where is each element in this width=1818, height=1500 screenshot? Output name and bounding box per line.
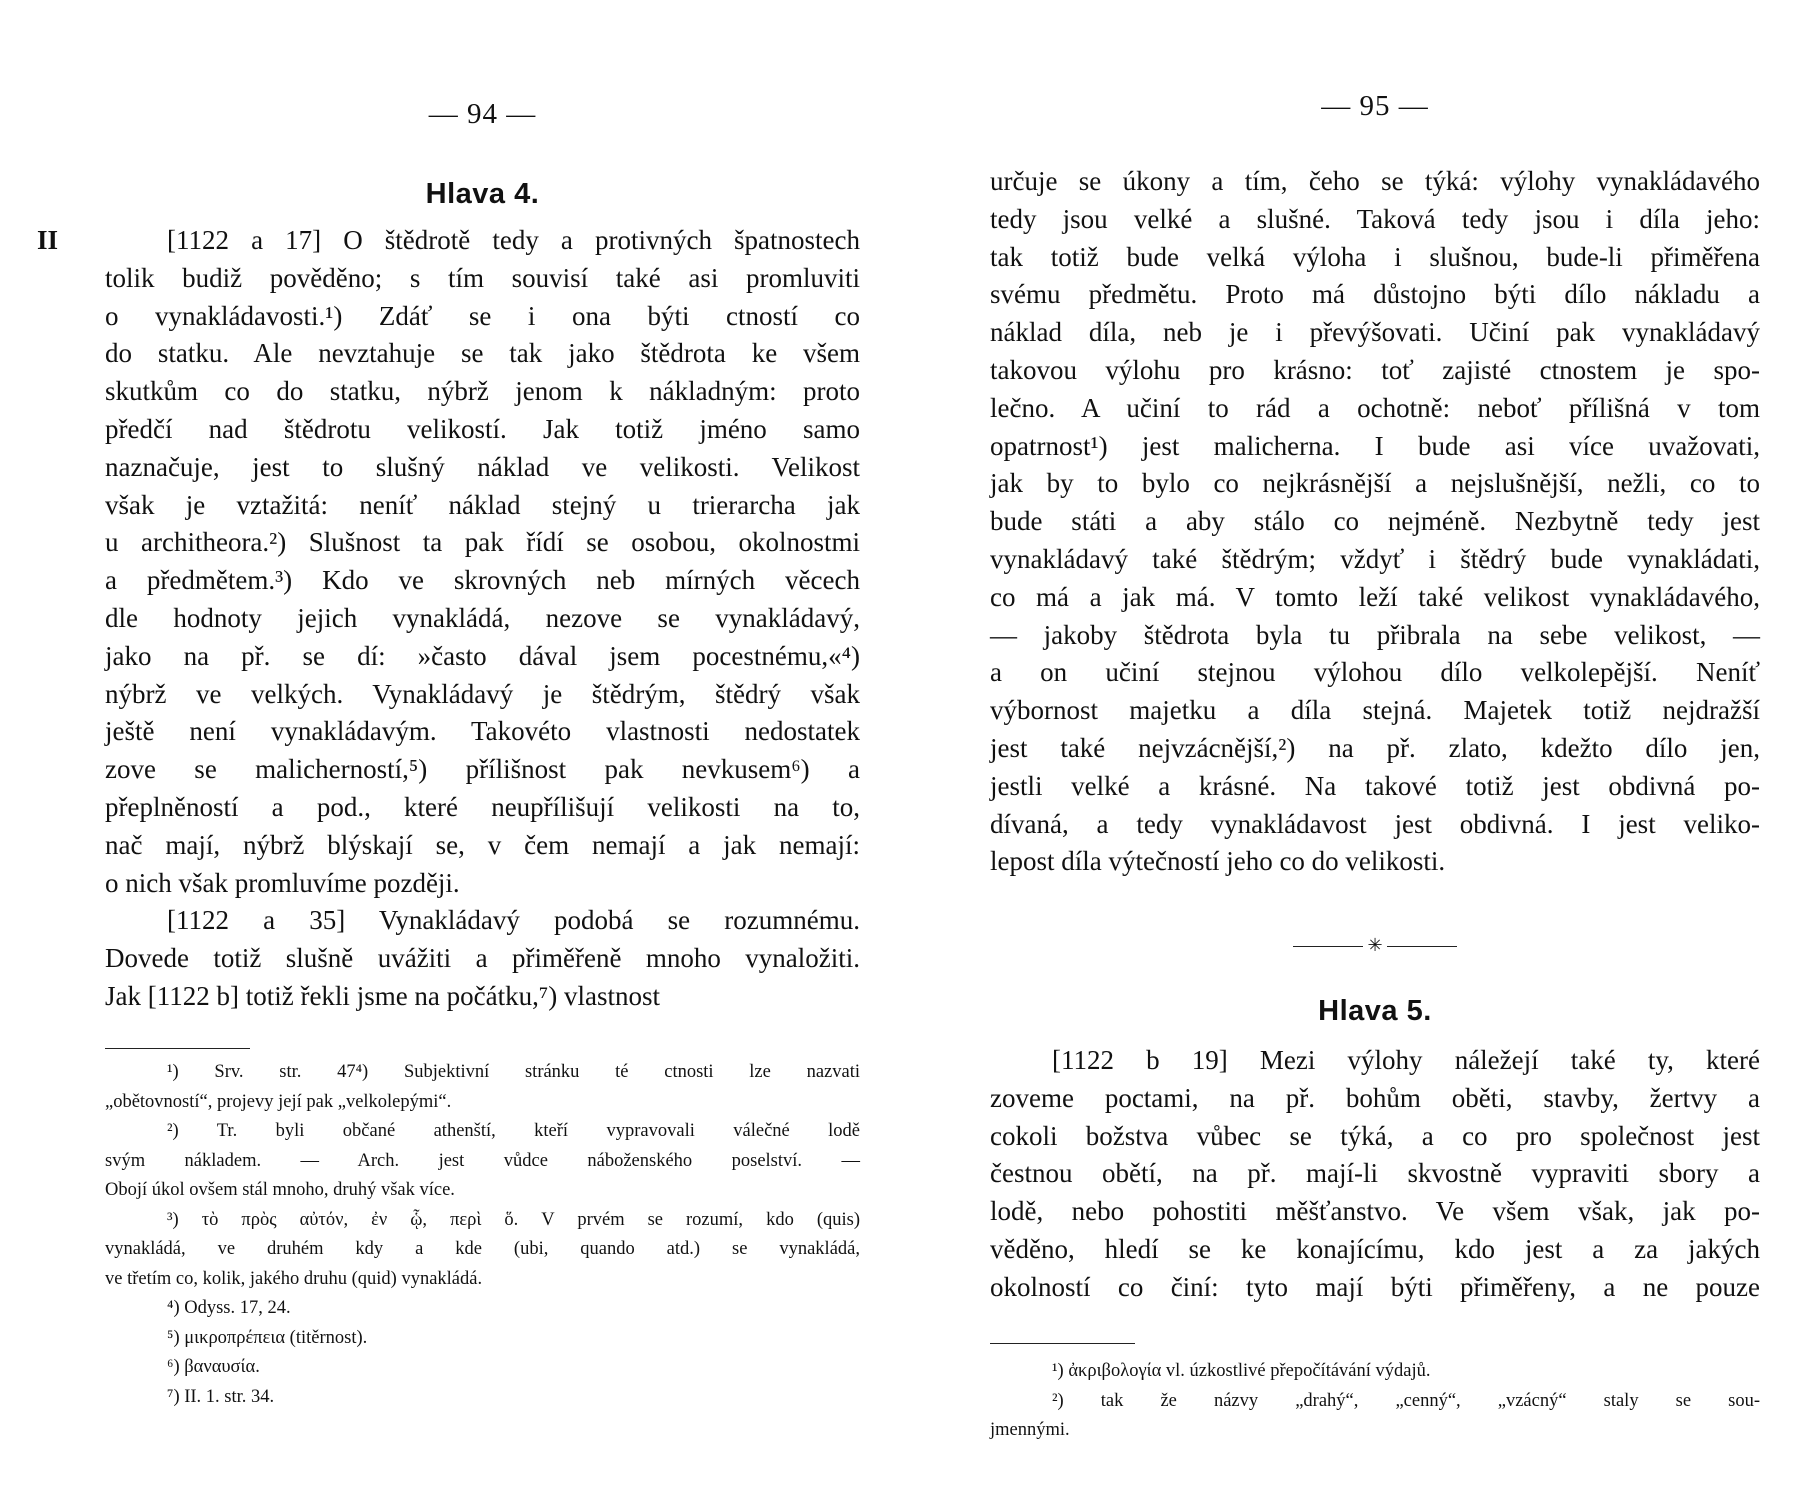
text-line: okolností co činí: tyto mají býti přiměřeny, a ne pouze bbox=[990, 1271, 1760, 1302]
section-separator bbox=[1290, 935, 1460, 955]
text-line: ještě není vynakládavým. Takovéto vlastnosti nedostatek bbox=[105, 716, 860, 747]
text-line: tolik budiž pověděno; s tím souvisí také asi promluviti bbox=[105, 262, 860, 293]
text-line: výbornost majetku a díla stejná. Majetek totiž nejdražší bbox=[990, 695, 1760, 726]
text-line: zoveme poctami, na př. bohům oběti, stavby, žertvy a bbox=[990, 1082, 1760, 1113]
right-body-text bbox=[990, 163, 1760, 881]
text-line: čestnou obětí, na př. mají-li skvostně vypraviti sbory a bbox=[990, 1158, 1760, 1189]
footnote-line: „obětovností“, projevy její pak „velkolepými“. bbox=[105, 1091, 452, 1112]
text-line: vynakládavý také štědrým; vždyť i štědrý bude vynakládati, bbox=[990, 543, 1760, 574]
text-line: přeplněností a pod., které neupřílišují velikosti na to, bbox=[105, 791, 860, 822]
left-page bbox=[37, 0, 860, 1500]
footnote bbox=[990, 1387, 1760, 1446]
text-line: [1122 a 17] O štědrotě tedy a protivných špatnostech bbox=[167, 225, 860, 255]
text-line: tak totiž bude velká výloha i slušnou, bude-li přiměřena bbox=[990, 241, 1760, 272]
text-line: jest také nejvzácnější,²) na př. zlato, kdežto dílo jen, bbox=[990, 732, 1760, 763]
left-footnotes bbox=[105, 1058, 860, 1412]
footnote-rule-left bbox=[105, 1048, 250, 1049]
footnote bbox=[105, 1353, 860, 1383]
text-line: o nich však promluvíme později. bbox=[105, 867, 460, 898]
footnote bbox=[105, 1383, 860, 1413]
text-line: tedy jsou velké a slušné. Taková tedy jsou i díla jeho: bbox=[990, 203, 1760, 234]
text-line: předčí nad štědrotu velikostí. Jak totiž jméno samo bbox=[105, 413, 860, 444]
text-line: jako na př. se dí: »často dával jsem pocestnému,«⁴) bbox=[105, 640, 860, 671]
footnote-line: jmennými. bbox=[990, 1420, 1070, 1440]
separator-dash-left bbox=[1293, 946, 1363, 947]
left-body-text bbox=[105, 222, 860, 1016]
text-line: lepost díla výtečností jeho co do velikosti. bbox=[990, 846, 1446, 877]
footnote-line: vynakládá, ve druhém kdy a kde (ubi, quando atd.) se vynakládá, bbox=[105, 1239, 860, 1259]
text-line: co má a jak má. V tomto leží také velikost vynakládavého, bbox=[990, 581, 1760, 612]
footnote-line: ²) Tr. byli občané athenští, kteří vypravovali válečné lodě bbox=[167, 1121, 860, 1141]
footnote bbox=[105, 1206, 860, 1295]
right-body-text-2 bbox=[990, 1042, 1760, 1307]
text-line: a předmětem.³) Kdo ve skrovných neb mírných věcech bbox=[105, 565, 860, 596]
chapter-heading-5: Hlava 5. bbox=[1318, 995, 1432, 1027]
text-line: naznačuje, jest to slušný náklad ve velikosti. Velikost bbox=[105, 451, 860, 482]
footnote-line: svým nákladem. — Arch. jest vůdce náboženského poselství. — bbox=[105, 1150, 860, 1171]
text-line: a on učiní stejnou výlohou dílo velkolepější. Neníť bbox=[990, 657, 1760, 688]
footnote-line: ⁶) βαναυσία. bbox=[167, 1357, 260, 1377]
text-line: Jak [1122 b] totiž řekli jsme na počátku,⁷) vlastnost bbox=[105, 980, 661, 1011]
text-line: takovou výlohu pro krásno: toť zajisté ctnostem je spo- bbox=[990, 354, 1760, 385]
text-line: náklad díla, neb je i převýšovati. Učiní pak vynakládavý bbox=[990, 317, 1760, 348]
text-line: nýbrž ve velkých. Vynakládavý je štědrým, štědrý však bbox=[105, 678, 860, 709]
text-line: Dovede totiž slušně uvážiti a přiměřeně mnoho vynaložiti. bbox=[105, 943, 860, 974]
chapter-heading-4: Hlava 4. bbox=[425, 178, 540, 210]
text-line: cokoli božstva vůbec se týká, a co pro společnost jest bbox=[990, 1120, 1760, 1151]
footnote-line: ve třetím co, kolik, jakého druhu (quid) vynakládá. bbox=[105, 1268, 483, 1289]
text-line: dle hodnoty jejich vynakládá, nezove se vynakládavý, bbox=[105, 602, 860, 633]
footnote bbox=[105, 1294, 860, 1324]
text-line: určuje se úkony a tím, čeho se týká: výlohy vynakládavého bbox=[990, 166, 1760, 196]
footnote bbox=[990, 1357, 1760, 1387]
footnote bbox=[105, 1324, 860, 1354]
margin-marker: II bbox=[37, 225, 59, 255]
separator-ornament: ✳ bbox=[1367, 935, 1383, 955]
text-line: dívaná, a tedy vynakládavost jest obdivná. I jest veliko- bbox=[990, 808, 1760, 839]
text-line: bude státi a aby stálo co nejméně. Nezbytně tedy jest bbox=[990, 506, 1760, 537]
text-line: jestli velké a krásné. Na takové totiž jest obdivná po- bbox=[990, 770, 1760, 801]
page-number-right: — 95 — bbox=[1321, 90, 1429, 122]
footnote-line: ¹) Srv. str. 47⁴) Subjektivní stránku té ctnosti lze nazvati bbox=[167, 1062, 860, 1082]
footnote-line: ³) τὸ πρὸς αὐτόν, ἐν ᾧ, περὶ ὅ. V prvém se rozumí, kdo (quis) bbox=[167, 1209, 860, 1230]
text-line: opatrnost¹) jest malicherna. I bude asi více uvažovati, bbox=[990, 430, 1760, 461]
text-line: lodě, nebo pohostiti měšťanstvo. Ve všem však, jak po- bbox=[990, 1196, 1760, 1227]
text-line: do statku. Ale nevztahuje se tak jako štědrota ke všem bbox=[105, 338, 860, 369]
text-line: nač mají, nýbrž blýskají se, v čem nemají a jak nemají: bbox=[105, 829, 860, 860]
footnote-line: ²) tak že názvy „drahý“, „cenný“, „vzácný“ staly se sou- bbox=[1052, 1390, 1760, 1411]
footnote bbox=[105, 1117, 860, 1206]
footnote bbox=[105, 1058, 860, 1117]
text-line: jak by to bylo co nejkrásnější a nejslušnější, nežli, co to bbox=[990, 468, 1760, 499]
separator-dash-right bbox=[1387, 946, 1457, 947]
footnote-line: ⁵) μικροπρέπεια (titěrnost). bbox=[167, 1327, 368, 1348]
page-number-left: — 94 — bbox=[428, 98, 537, 130]
text-line: [1122 b 19] Mezi výlohy náležejí také ty, které bbox=[1052, 1045, 1760, 1075]
text-line: lečno. A učiní to rád a ochotně: neboť přílišná v tom bbox=[990, 392, 1760, 423]
footnote-line: ¹) ἀκριβολογία vl. úzkostlivé přepočítávání výdajů. bbox=[1052, 1361, 1431, 1381]
footnote-line: Obojí úkol ovšem stál mnoho, druhý však více. bbox=[105, 1180, 455, 1200]
right-page bbox=[990, 0, 1760, 1500]
text-line: zove se malicherností,⁵) přílišnost pak nevkusem⁶) a bbox=[105, 754, 860, 785]
footnote-rule-right bbox=[990, 1343, 1135, 1344]
text-line: [1122 a 35] Vynakládavý podobá se rozumnému. bbox=[167, 905, 860, 936]
text-line: u architheora.²) Slušnost ta pak řídí se osobou, okolnostmi bbox=[105, 527, 860, 558]
text-line: o vynakládavosti.¹) Zdáť se i ona býti ctností co bbox=[105, 300, 860, 331]
right-footnotes bbox=[990, 1357, 1760, 1446]
text-line: věděno, hledí se ke konajícímu, kdo jest a za jakých bbox=[990, 1233, 1760, 1264]
footnote-line: ⁷) II. 1. str. 34. bbox=[167, 1386, 275, 1407]
footnote-line: ⁴) Odyss. 17, 24. bbox=[167, 1298, 291, 1318]
text-line: — jakoby štědrota byla tu přibrala na sebe velikost, — bbox=[990, 619, 1760, 650]
text-line: skutkům co do statku, nýbrž jenom k nákladným: proto bbox=[105, 376, 860, 407]
text-line: však je vztažitá: neníť náklad stejný u trierarcha jak bbox=[105, 489, 860, 520]
text-line: svému předmětu. Proto má důstojno býti dílo nákladu a bbox=[990, 279, 1760, 310]
